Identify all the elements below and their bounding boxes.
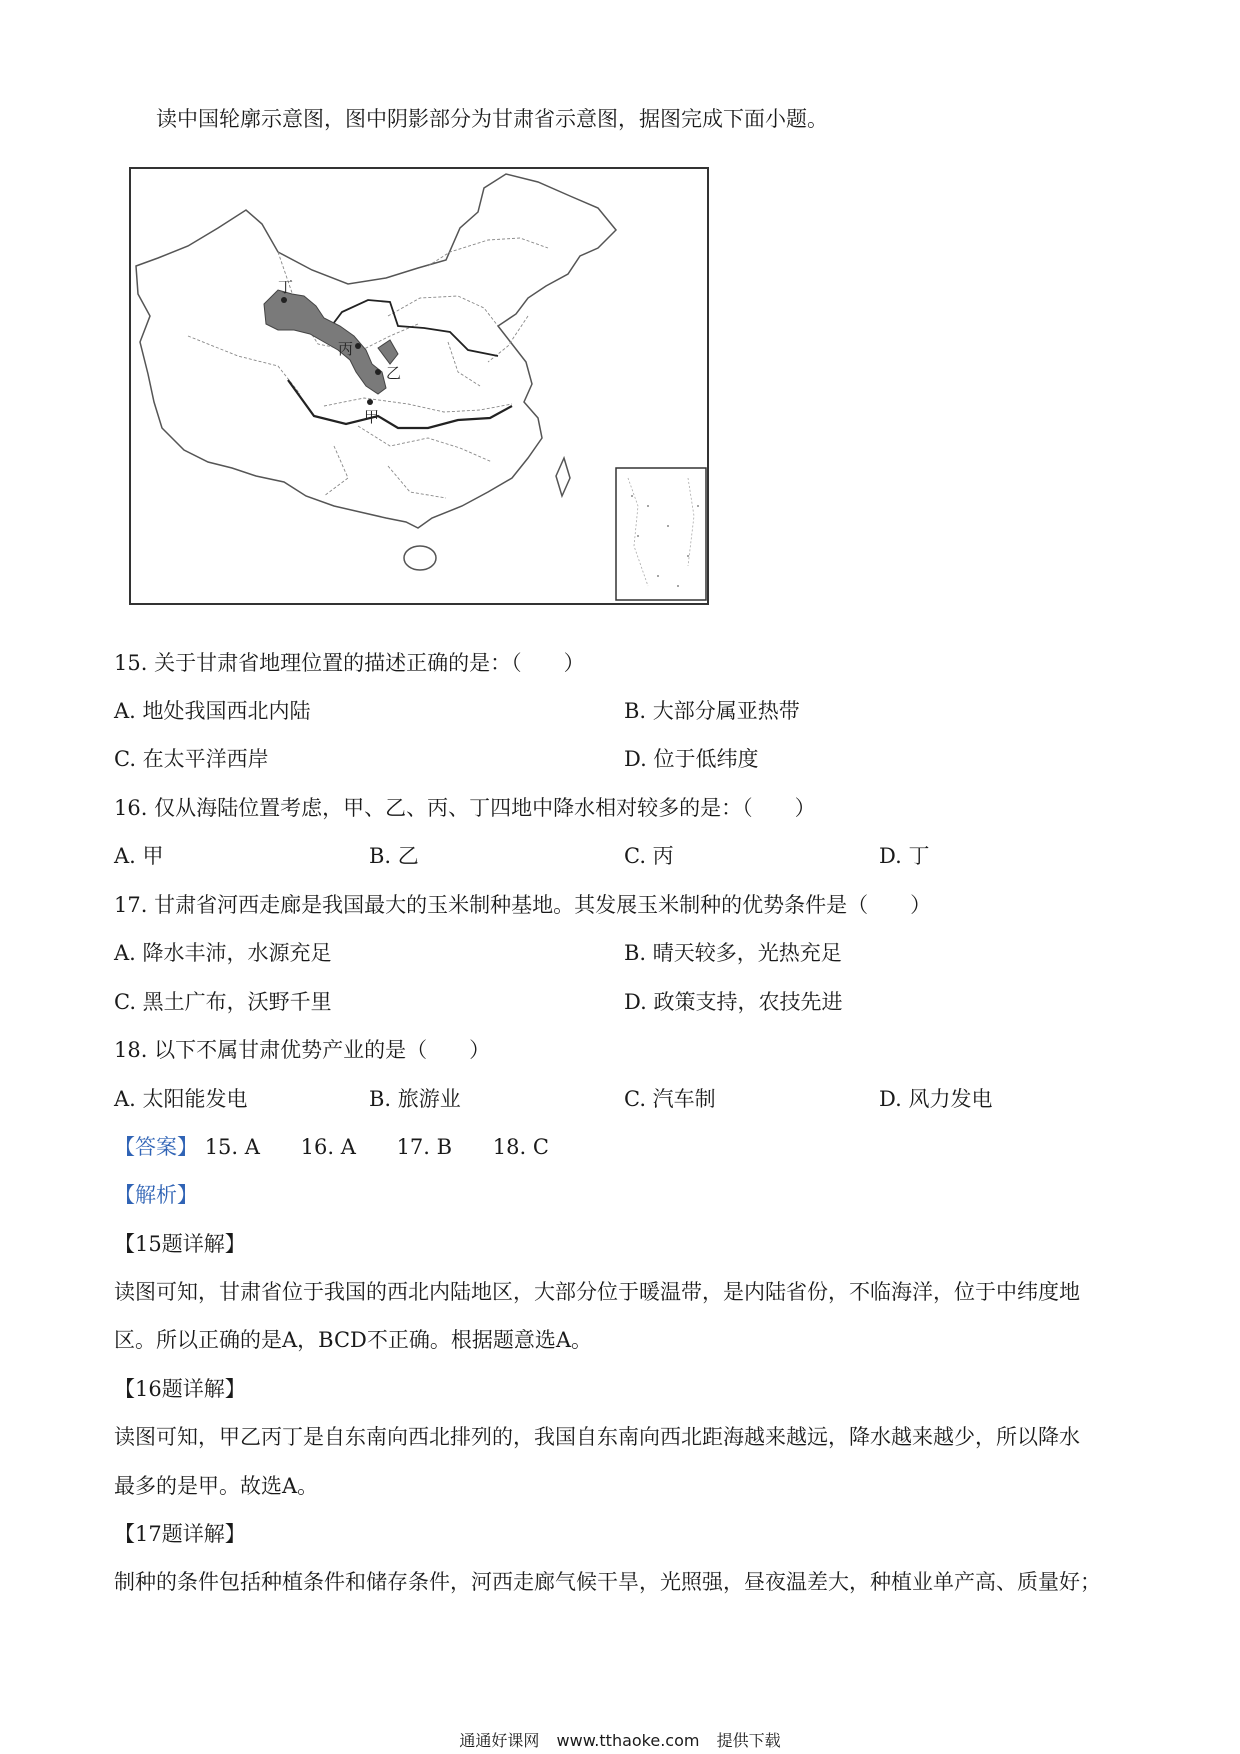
map-label-ding: 丁 xyxy=(278,278,294,296)
q17-option-c: C. 黑土广布，沃野千里 xyxy=(114,990,332,1014)
q17-option-d: D. 政策支持，农技先进 xyxy=(624,990,843,1014)
q17-option-a: A. 降水丰沛，水源充足 xyxy=(114,941,332,965)
answer-18: 18. C xyxy=(492,1135,549,1159)
map-label-jia: 甲 xyxy=(364,408,380,426)
detail-15-heading: 【15题详解】 xyxy=(114,1232,246,1256)
answer-line xyxy=(114,1132,583,1162)
hainan-island xyxy=(404,546,436,570)
answer-17: 17. B xyxy=(396,1135,453,1159)
detail-15-line-2: 区。所以正确的是A，BCD不正确。根据题意选A。 xyxy=(114,1328,593,1352)
q15-option-d: D. 位于低纬度 xyxy=(624,747,759,771)
q16-option-c: C. 丙 xyxy=(624,844,674,868)
answer-16: 16. A xyxy=(300,1135,356,1159)
footer-site-name: 通通好课网 xyxy=(459,1731,540,1750)
question-16-stem: 16. 仅从海陆位置考虑，甲、乙、丙、丁四地中降水相对较多的是：（ ） xyxy=(114,796,816,820)
q15-option-c: C. 在太平洋西岸 xyxy=(114,747,269,771)
south-china-sea-inset xyxy=(616,468,706,600)
map-label-yi: 乙 xyxy=(386,364,402,382)
detail-17-line-1: 制种的条件包括种植条件和储存条件，河西走廊气候干旱，光照强，昼夜温差大，种植业单产高、质量好； xyxy=(114,1570,1101,1594)
place-marker-bing xyxy=(355,343,361,349)
intro-text: 读中国轮廓示意图，图中阴影部分为甘肃省示意图，据图完成下面小题。 xyxy=(156,107,828,131)
answer-label: 【答案】 xyxy=(114,1135,198,1159)
detail-15-line-1: 读图可知，甘肃省位于我国的西北内陆地区，大部分位于暖温带，是内陆省份，不临海洋，位于中纬度地 xyxy=(114,1280,1080,1304)
china-outline-map xyxy=(128,166,712,610)
footer-url[interactable]: www.tthaoke.com xyxy=(556,1731,700,1750)
question-18-stem: 18. 以下不属甘肃优势产业的是（ ） xyxy=(114,1038,491,1062)
q15-option-b: B. 大部分属亚热带 xyxy=(624,699,800,723)
page-footer xyxy=(0,1728,1240,1751)
q15-option-a: A. 地处我国西北内陆 xyxy=(114,699,311,723)
place-marker-jia xyxy=(367,399,373,405)
answer-15: 15. A xyxy=(204,1135,260,1159)
detail-16-heading: 【16题详解】 xyxy=(114,1377,246,1401)
q18-option-b: B. 旅游业 xyxy=(369,1087,461,1111)
question-15-stem: 15. 关于甘肃省地理位置的描述正确的是：（ ） xyxy=(114,651,585,675)
detail-16-line-1: 读图可知，甲乙丙丁是自东南向西北排列的，我国自东南向西北距海越来越远，降水越来越少，所以降水 xyxy=(114,1425,1080,1449)
footer-suffix: 提供下载 xyxy=(716,1731,781,1750)
place-marker-ding xyxy=(281,297,287,303)
q16-option-b: B. 乙 xyxy=(369,844,419,868)
q18-option-c: C. 汽车制 xyxy=(624,1087,716,1111)
q16-option-a: A. 甲 xyxy=(114,844,164,868)
map-label-bing: 丙 xyxy=(338,340,354,358)
q17-option-b: B. 晴天较多，光热充足 xyxy=(624,941,842,965)
detail-16-line-2: 最多的是甲。故选A。 xyxy=(114,1474,319,1498)
china-map-figure xyxy=(128,166,712,610)
analysis-label: 【解析】 xyxy=(114,1183,198,1207)
q18-option-d: D. 风力发电 xyxy=(879,1087,993,1111)
detail-17-heading: 【17题详解】 xyxy=(114,1522,246,1546)
q16-option-d: D. 丁 xyxy=(879,844,930,868)
question-17-stem: 17. 甘肃省河西走廊是我国最大的玉米制种基地。其发展玉米制种的优势条件是（ ） xyxy=(114,893,932,917)
q18-option-a: A. 太阳能发电 xyxy=(114,1087,248,1111)
place-marker-yi xyxy=(375,369,381,375)
